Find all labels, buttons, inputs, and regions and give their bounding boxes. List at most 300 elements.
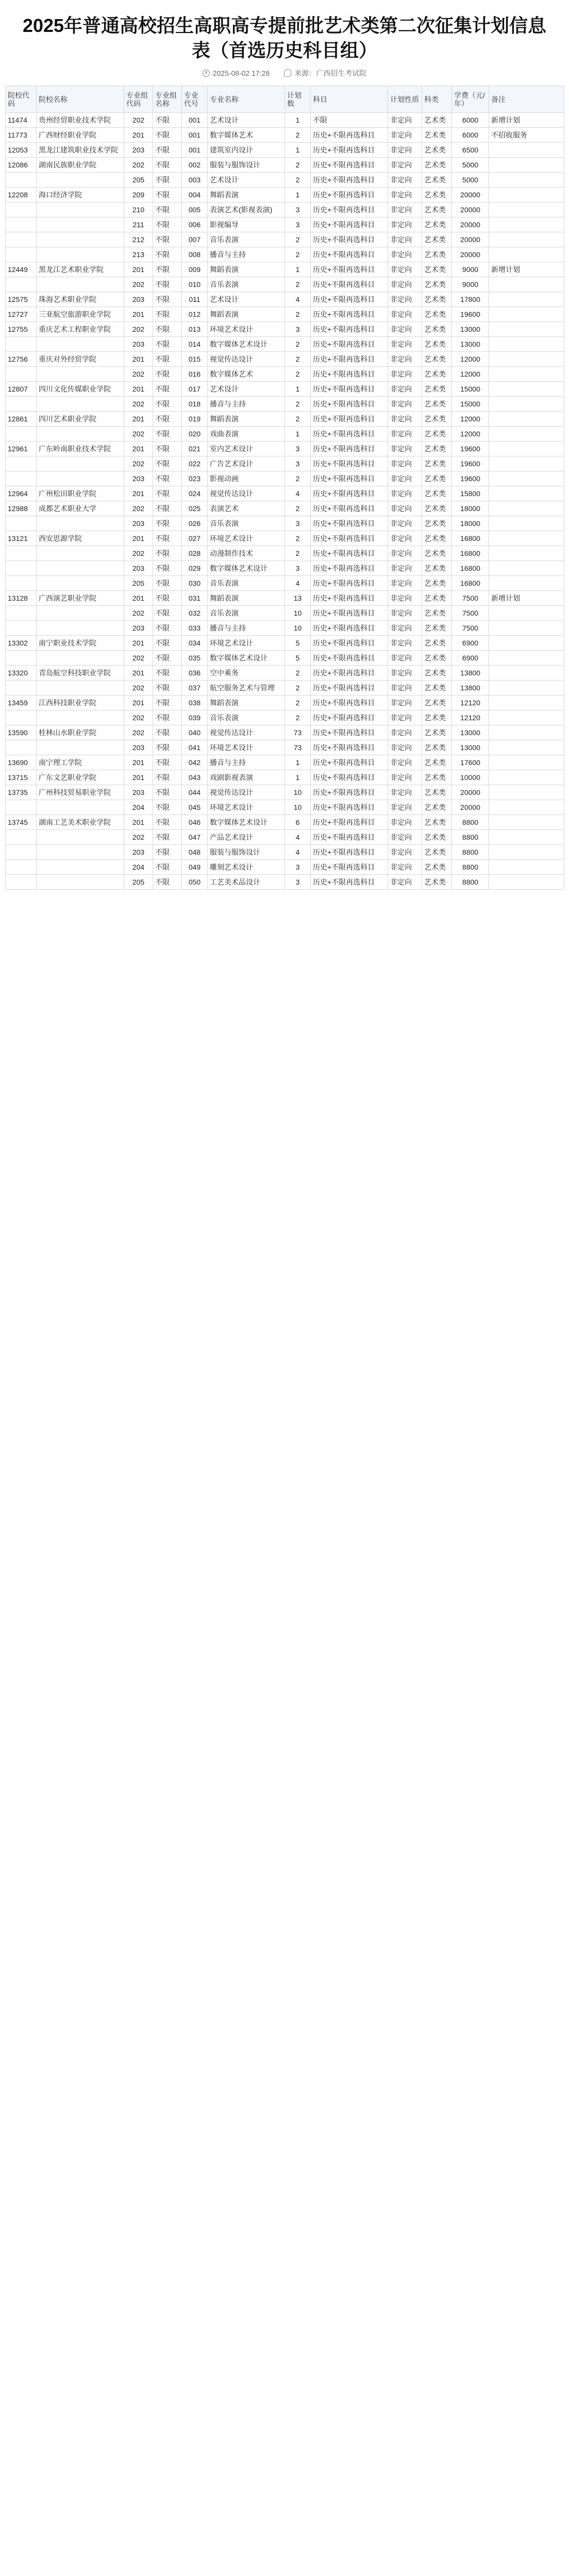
table-cell [6,845,37,860]
table-cell: 艺术类 [422,875,452,890]
table-cell: 2 [285,710,311,725]
table-cell [37,516,124,531]
table-row [6,173,564,188]
table-cell: 青岛航空科技职业学院 [37,666,124,681]
table-cell: 不限 [153,397,182,412]
table-cell: 室内艺术设计 [208,442,285,456]
table-cell: 非定向 [388,486,422,501]
table-cell: 音乐表演 [208,516,285,531]
table-cell: 201 [124,755,153,770]
table-row [6,247,564,262]
table-cell: 1 [285,143,311,158]
table-cell: 舞蹈表演 [208,591,285,606]
table-cell: 028 [182,546,208,561]
table-cell: 艺术类 [422,845,452,860]
table-cell: 历史+不限再选科目 [311,442,388,456]
table-cell: 11474 [6,113,37,128]
table-cell: 历史+不限再选科目 [311,725,388,740]
table-cell: 4 [285,486,311,501]
table-cell: 音乐表演 [208,277,285,292]
table-cell: 历史+不限再选科目 [311,755,388,770]
table-cell: 13459 [6,696,37,710]
table-cell: 表演艺术 [208,501,285,516]
table-cell [6,681,37,696]
table-cell: 艺术类 [422,471,452,486]
table-cell: 201 [124,307,153,322]
table-cell: 009 [182,262,208,277]
table-cell: 艺术类 [422,382,452,397]
table-cell: 艺术类 [422,591,452,606]
table-row [6,546,564,561]
table-cell [489,442,564,456]
table-cell [489,173,564,188]
table-cell: 12861 [6,412,37,427]
table-cell: 艺术类 [422,830,452,845]
table-cell: 历史+不限再选科目 [311,740,388,755]
table-cell: 非定向 [388,427,422,442]
table-cell: 203 [124,471,153,486]
table-cell: 2 [285,666,311,681]
table-cell: 205 [124,576,153,591]
table-cell: 004 [182,188,208,202]
column-header: 备注 [489,86,564,113]
table-cell: 001 [182,143,208,158]
table-cell: 12727 [6,307,37,322]
table-cell: 2 [285,352,311,367]
page-title: 2025年普通高校招生高职高专提前批艺术类第二次征集计划信息表（首选历史科目组） [22,15,547,61]
table-cell: 026 [182,516,208,531]
table-row [6,666,564,681]
table-cell: 不限 [153,352,182,367]
table-cell [37,202,124,217]
table-cell: 湖南工艺美术职业学院 [37,815,124,830]
article-source-text: 来源：广西招生考试院 [294,69,367,77]
table-cell [489,875,564,890]
table-cell: 历史+不限再选科目 [311,292,388,307]
table-cell: 重庆对外经贸学院 [37,352,124,367]
table-cell: 6 [285,815,311,830]
table-cell: 2 [285,412,311,427]
table-cell: 历史+不限再选科目 [311,681,388,696]
table-cell [6,740,37,755]
table-row [6,725,564,740]
table-cell: 播音与主持 [208,621,285,636]
table-cell: 艺术类 [422,202,452,217]
table-cell: 艺术类 [422,367,452,382]
table-cell: 8800 [452,845,489,860]
table-cell: 203 [124,845,153,860]
table-cell [489,621,564,636]
table-cell: 艺术类 [422,128,452,143]
table-cell: 艺术类 [422,710,452,725]
table-cell: 影视编导 [208,217,285,232]
table-cell: 2 [285,128,311,143]
table-cell: 历史+不限再选科目 [311,501,388,516]
table-cell: 播音与主持 [208,755,285,770]
table-cell: 非定向 [388,800,422,815]
table-cell: 023 [182,471,208,486]
table-cell [489,770,564,785]
table-cell: 不限 [153,262,182,277]
table-cell: 7500 [452,606,489,621]
table-cell: 不限 [153,158,182,173]
table-cell: 艺术类 [422,696,452,710]
table-cell: 202 [124,277,153,292]
table-cell: 201 [124,531,153,546]
table-cell: 非定向 [388,113,422,128]
table-cell [489,412,564,427]
table-cell: 艺术类 [422,292,452,307]
table-cell: 1 [285,755,311,770]
table-cell: 历史+不限再选科目 [311,800,388,815]
table-cell: 历史+不限再选科目 [311,471,388,486]
table-row [6,531,564,546]
table-cell: 舞蹈表演 [208,307,285,322]
table-cell: 024 [182,486,208,501]
table-cell: 西安思源学院 [37,531,124,546]
table-cell: 成都艺术职业大学 [37,501,124,516]
table-cell: 3 [285,322,311,337]
table-cell: 12807 [6,382,37,397]
table-cell: 雕刻艺术设计 [208,860,285,875]
table-cell: 非定向 [388,770,422,785]
table-cell [489,307,564,322]
table-cell [37,232,124,247]
table-cell: 201 [124,382,153,397]
table-cell: 203 [124,337,153,352]
table-cell: 不限 [153,651,182,666]
table-cell: 13715 [6,770,37,785]
table-cell [37,845,124,860]
table-cell [489,710,564,725]
table-cell: 不限 [153,785,182,800]
table-row [6,651,564,666]
table-cell: 广西财经职业学院 [37,128,124,143]
table-cell: 5 [285,636,311,651]
table-cell: 12000 [452,352,489,367]
table-cell: 历史+不限再选科目 [311,621,388,636]
table-cell: 010 [182,277,208,292]
table-cell: 视觉传达设计 [208,486,285,501]
table-cell: 艺术类 [422,442,452,456]
table-cell: 艺术类 [422,307,452,322]
table-row [6,755,564,770]
table-cell: 213 [124,247,153,262]
table-cell: 不招收服务 [489,128,564,143]
table-cell: 13128 [6,591,37,606]
table-cell [489,143,564,158]
table-cell: 3 [285,442,311,456]
table-cell: 2 [285,696,311,710]
article-source [284,68,366,78]
table-cell [489,456,564,471]
table-cell: 016 [182,367,208,382]
table-row [6,636,564,651]
table-cell: 音乐表演 [208,576,285,591]
table-cell: 历史+不限再选科目 [311,696,388,710]
table-cell: 艺术类 [422,770,452,785]
table-cell: 艺术类 [422,755,452,770]
table-cell: 4 [285,830,311,845]
table-cell: 211 [124,217,153,232]
table-row [6,277,564,292]
table-cell: 江西科技职业学院 [37,696,124,710]
table-cell: 艺术类 [422,412,452,427]
table-row [6,785,564,800]
table-cell [489,636,564,651]
table-cell [489,696,564,710]
table-cell: 数字媒体艺术设计 [208,561,285,576]
table-cell: 舞蹈表演 [208,262,285,277]
table-row [6,367,564,382]
plan-table [5,86,564,890]
table-cell: 13690 [6,755,37,770]
table-row [6,128,564,143]
table-cell [6,337,37,352]
table-cell: 历史+不限再选科目 [311,785,388,800]
table-cell [489,740,564,755]
table-cell: 历史+不限再选科目 [311,217,388,232]
table-row [6,232,564,247]
table-cell: 舞蹈表演 [208,412,285,427]
table-cell: 历史+不限再选科目 [311,397,388,412]
table-cell: 历史+不限再选科目 [311,636,388,651]
table-cell: 非定向 [388,173,422,188]
table-cell: 038 [182,696,208,710]
table-cell: 历史+不限再选科目 [311,576,388,591]
table-cell: 艺术类 [422,262,452,277]
table-cell: 艺术类 [422,666,452,681]
table-cell: 11773 [6,128,37,143]
table-cell: 数字媒体艺术设计 [208,815,285,830]
table-cell: 3 [285,875,311,890]
table-cell: 8800 [452,830,489,845]
table-cell: 13590 [6,725,37,740]
table-cell: 10000 [452,770,489,785]
table-cell [6,621,37,636]
table-cell: 服装与服饰设计 [208,158,285,173]
table-cell: 202 [124,710,153,725]
table-cell: 历史+不限再选科目 [311,382,388,397]
table-cell [37,875,124,890]
table-cell: 73 [285,740,311,755]
table-cell: 不限 [153,322,182,337]
table-row [6,143,564,158]
table-cell [37,247,124,262]
table-cell: 3 [285,217,311,232]
table-cell: 视觉传达设计 [208,725,285,740]
table-cell: 12120 [452,696,489,710]
table-row [6,113,564,128]
table-cell [37,546,124,561]
table-cell [489,427,564,442]
table-row [6,561,564,576]
table-cell: 041 [182,740,208,755]
table-cell: 13121 [6,531,37,546]
table-cell: 2 [285,173,311,188]
table-cell: 历史+不限再选科目 [311,546,388,561]
table-cell: 6000 [452,113,489,128]
table-cell: 19600 [452,442,489,456]
table-cell: 不限 [153,412,182,427]
table-cell: 历史+不限再选科目 [311,561,388,576]
table-cell: 9000 [452,262,489,277]
table-cell [489,232,564,247]
table-cell [6,561,37,576]
table-cell [6,471,37,486]
table-cell: 2 [285,546,311,561]
table-cell: 艺术设计 [208,292,285,307]
table-cell: 艺术类 [422,247,452,262]
table-cell [489,651,564,666]
table-cell: 艺术类 [422,427,452,442]
table-cell [37,337,124,352]
table-cell [489,501,564,516]
table-cell: 历史+不限再选科目 [311,143,388,158]
table-cell: 非定向 [388,755,422,770]
table-cell: 19600 [452,307,489,322]
table-cell [37,576,124,591]
table-cell: 不限 [153,770,182,785]
table-cell: 南宁职业技术学院 [37,636,124,651]
table-cell: 202 [124,158,153,173]
column-header: 科目 [311,86,388,113]
table-cell: 13000 [452,337,489,352]
table-row [6,322,564,337]
table-cell: 不限 [153,247,182,262]
table-cell: 2 [285,337,311,352]
table-cell: 历史+不限再选科目 [311,232,388,247]
table-cell [489,337,564,352]
table-cell: 3 [285,561,311,576]
table-cell: 16800 [452,531,489,546]
table-cell: 5000 [452,158,489,173]
table-cell: 9000 [452,277,489,292]
table-cell: 12756 [6,352,37,367]
table-cell: 13800 [452,666,489,681]
table-cell [489,531,564,546]
table-cell: 2 [285,531,311,546]
table-cell [489,188,564,202]
table-cell [489,845,564,860]
table-cell: 非定向 [388,307,422,322]
table-row [6,442,564,456]
table-cell: 历史+不限再选科目 [311,770,388,785]
table-cell [6,606,37,621]
table-cell: 043 [182,770,208,785]
table-cell: 不限 [153,427,182,442]
table-cell: 201 [124,666,153,681]
table-cell: 13000 [452,725,489,740]
table-cell [37,173,124,188]
table-row [6,501,564,516]
table-cell: 203 [124,143,153,158]
table-cell: 203 [124,292,153,307]
table-cell: 历史+不限再选科目 [311,456,388,471]
table-cell [37,217,124,232]
table-cell: 历史+不限再选科目 [311,307,388,322]
table-cell: 艺术设计 [208,382,285,397]
table-cell: 不限 [153,576,182,591]
table-cell: 非定向 [388,292,422,307]
table-cell: 历史+不限再选科目 [311,815,388,830]
table-cell [489,755,564,770]
table-cell: 10 [285,785,311,800]
table-cell: 四川艺术职业学院 [37,412,124,427]
column-header: 院校名称 [37,86,124,113]
table-cell [6,710,37,725]
table-cell: 17800 [452,292,489,307]
table-cell [37,397,124,412]
table-cell: 201 [124,352,153,367]
table-cell: 非定向 [388,188,422,202]
table-cell: 湖南民族职业学院 [37,158,124,173]
table-cell: 202 [124,546,153,561]
table-cell: 不限 [153,471,182,486]
table-cell [6,247,37,262]
table-cell: 艺术类 [422,158,452,173]
table-cell [489,561,564,576]
table-row [6,307,564,322]
table-cell: 非定向 [388,681,422,696]
table-cell: 环境艺术设计 [208,636,285,651]
table-cell [37,651,124,666]
table-cell: 艺术类 [422,188,452,202]
table-cell: 艺术类 [422,546,452,561]
table-cell: 艺术类 [422,636,452,651]
table-cell: 不限 [153,531,182,546]
table-cell: 音乐表演 [208,606,285,621]
table-cell: 18000 [452,501,489,516]
table-row [6,516,564,531]
table-cell: 20000 [452,217,489,232]
table-cell: 数字媒体艺术 [208,367,285,382]
table-cell: 16800 [452,561,489,576]
table-cell: 13800 [452,681,489,696]
table-cell: 035 [182,651,208,666]
table-cell: 非定向 [388,471,422,486]
table-cell [6,860,37,875]
table-cell: 艺术类 [422,173,452,188]
table-cell [489,785,564,800]
table-cell: 非定向 [388,606,422,621]
table-cell: 非定向 [388,725,422,740]
table-cell: 艺术类 [422,561,452,576]
table-row [6,800,564,815]
table-cell: 047 [182,830,208,845]
table-cell: 非定向 [388,158,422,173]
table-row [6,606,564,621]
table-cell: 不限 [153,442,182,456]
table-cell: 不限 [153,143,182,158]
table-cell: 历史+不限再选科目 [311,606,388,621]
table-row [6,621,564,636]
table-cell: 历史+不限再选科目 [311,531,388,546]
table-cell: 5000 [452,173,489,188]
table-cell: 037 [182,681,208,696]
table-cell: 不限 [311,113,388,128]
table-cell: 工艺美术品设计 [208,875,285,890]
table-cell: 210 [124,202,153,217]
table-cell [37,471,124,486]
table-cell [6,277,37,292]
table-row [6,412,564,427]
table-cell: 202 [124,501,153,516]
table-cell: 003 [182,173,208,188]
table-cell: 建筑室内设计 [208,143,285,158]
table-cell: 历史+不限再选科目 [311,666,388,681]
table-cell: 广东文艺职业学院 [37,770,124,785]
